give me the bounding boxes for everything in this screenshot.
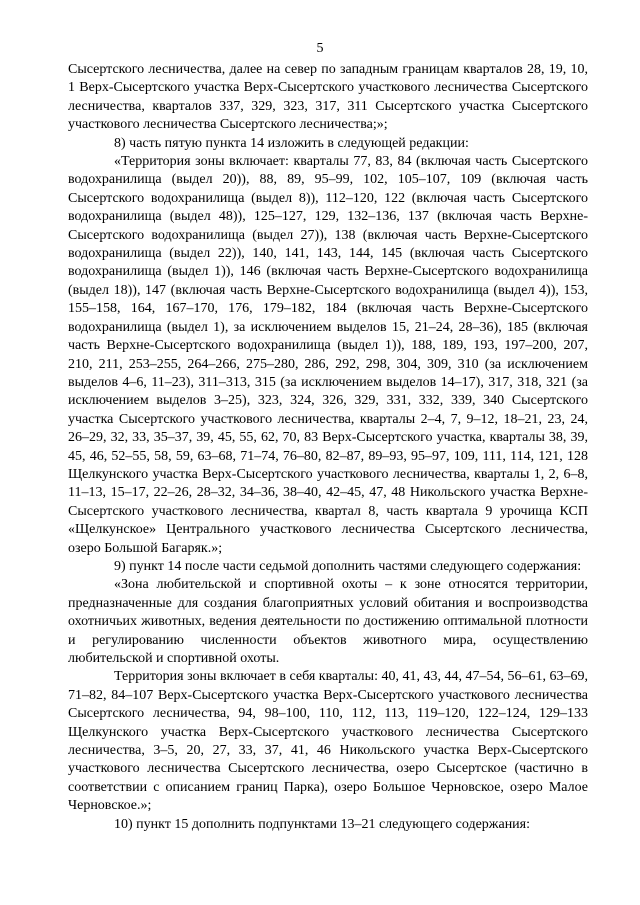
paragraph: «Зона любительской и спортивной охоты – к зоне относятся территории, предназначенные для создания благоприятных условий обитания и воспроизводства охотничьих животных, ведения деятельности по достижению оптимальной плотности и регулированию численности объектов животного мира, осуществлению любительской и спортивной охоты. (68, 577, 588, 666)
paragraph: Сысертского лесничества, далее на север по западным границам кварталов 28, 19, 10, 1 Верх-Сысертского участка Верх-Сысертского участкового лесничества Сысертского лесничества, кварталов 337, 329, 323, 317, 311 Сысертского участка Сысертского участкового лесничества Сысертского лесничества;»; (68, 62, 588, 133)
paragraph: Территория зоны включает в себя кварталы: 40, 41, 43, 44, 47–54, 56–61, 63–69, 71–82, 84–107 Верх-Сысертского участка Верх-Сысертского участкового лесничества Сысертского лесничества, 94, 98–100, 110, 112, 113, 119–120, 122–124, 129–133 Щелкунского участка Верх-Сысертского участкового лесничества Сысертского лесничества, 3–5, 20, 27, 33, 37, 41, 46 Никольского участка Верх-Сысертского участкового лесничества Сысертского лесничества, озеро Сысертское (частично в соответствии с описанием границ Парка), озеро Большое Черновское, озеро Малое Черновское.»; (68, 669, 588, 814)
paragraph: «Территория зоны включает: кварталы 77, 83, 84 (включая часть Сысертского водохранилища (выдел 20)), 88, 89, 95–99, 102, 105–107, 109 (включая часть Сысертского водохранилища (выдел 8)), 112–120, 122 (включая часть Сысертского водохранилища (выдел 48)), 125–127, 129, 132–136, 137 (включая часть Верхне-Сысертского водохранилища (выдел 27)), 138 (включая часть Верхне-Сысертского водохранилища (выдел 22)), 140, 141, 143, 144, 145 (включая часть Сысертского водохранилища (выдел 1)), 146 (включая часть Верхне-Сысертского водохранилища (выдел 18)), 147 (включая часть Верхне-Сысертского водохранилища (выдел 4)), 153, 155–158, 164, 167–170, 176, 179–182, 184 (включая часть Верхне-Сысертского водохранилища (выдел 1), за исключением выделов 15, 21–24, 28–36), 185 (включая часть Верхне-Сысертского водохранилища (выдел 1)), 188, 189, 193, 197–200, 207, 210, 211, 253–255, 264–266, 275–280, 286, 292, 298, 304, 309, 310 (за исключением выделов 4–6, 11–23), 311–313, 315 (за исключением выделов 14–17), 317, 318, 321 (за исключением выделов 3–25), 323, 324, 326, 329, 331, 332, 339, 340 Сысертского участка Сысертского участкового лесничества, кварталы 2–4, 7, 9–12, 18–21, 23, 24, 26–29, 32, 33, 35–37, 39, 45, 55, 62, 70, 83 Верх-Сысертского участка, кварталы 38, 39, 45, 46, 52–55, 58, 59, 63–68, 71–74, 76–80, 82–87, 89–93, 95–97, 109, 111, 114, 121, 128 Щелкунского участка Верх-Сысертского участкового лесничества, кварталы 1, 2, 6–8, 11–13, 15–17, 22–26, 28–32, 34–36, 38–40, 42–45, 47, 48 Никольского участка Верхне-Сысертского участкового лесничества, квартал 8, часть квартала 9 урочища КСП «Щелкунское» Центрального участкового лесничества Сысертского лесничества, озеро Большой Багаряк.»; (68, 154, 588, 556)
paragraph: 10) пункт 15 дополнить подпунктами 13–21 следующего содержания: (114, 816, 531, 832)
page-number: 5 (316, 41, 324, 56)
document-body (68, 61, 588, 834)
paragraph: 9) пункт 14 после части седьмой дополнить частями следующего содержания: (114, 558, 582, 574)
paragraph: 8) часть пятую пункта 14 изложить в следующей редакции: (114, 135, 469, 151)
